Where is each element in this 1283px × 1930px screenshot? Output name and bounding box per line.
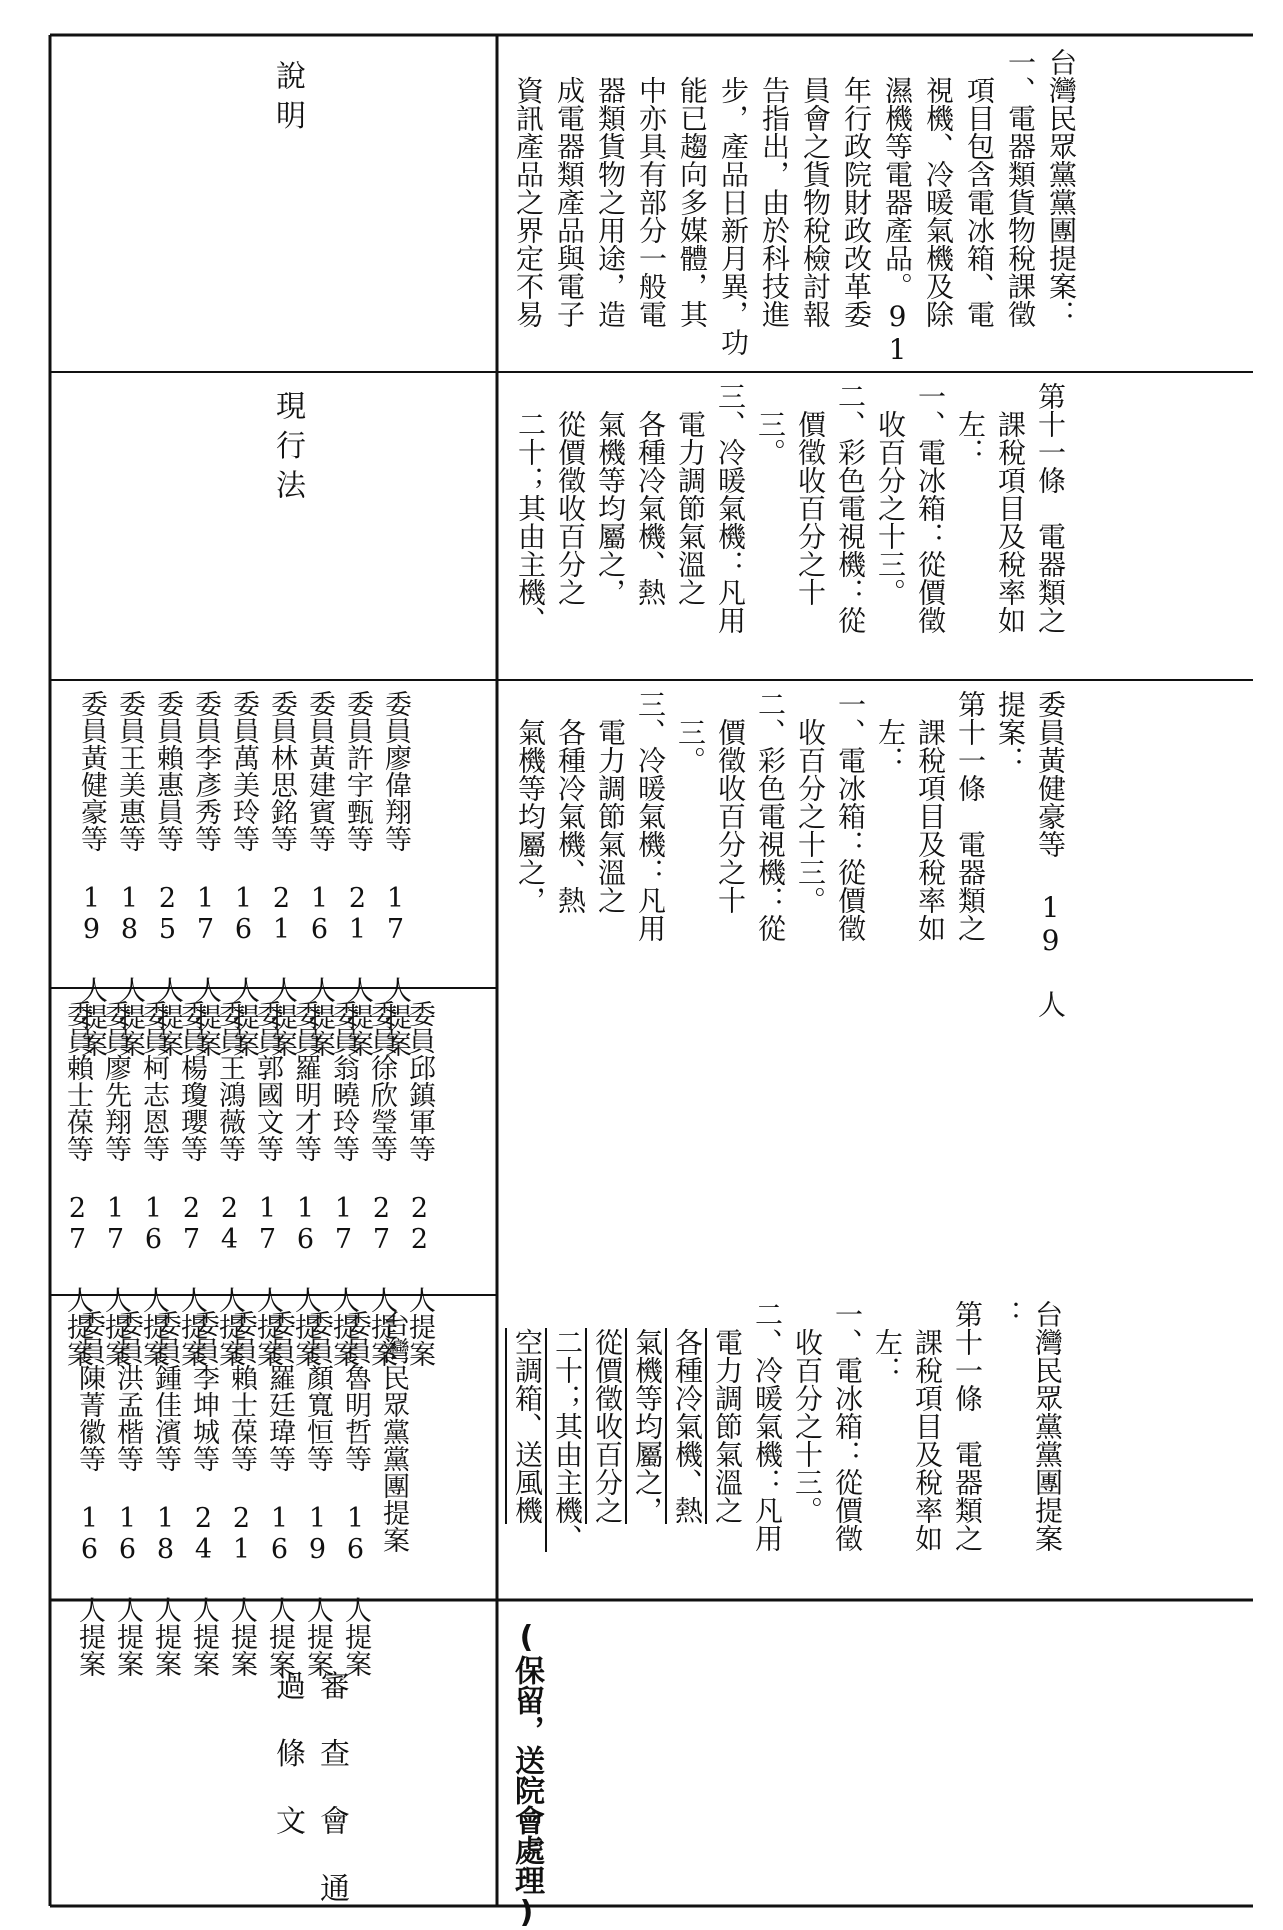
text-line: 中亦具有部分一般電 [635, 76, 668, 328]
list-item: 台灣民眾黨黨團提案 [378, 1310, 409, 1553]
text-line: 二、彩色電視機：從 [754, 690, 787, 942]
text-line: 濕機等電器產品。91 [881, 76, 914, 366]
list-item: 委員徐欣瑩等 27 人提案 [366, 1000, 397, 1367]
text-line: 器類貨物之用途，造 [594, 76, 627, 328]
text-line: 各種冷氣機、熱 [554, 718, 587, 914]
list-item: 委員李坤城等 24 人提案 [188, 1310, 219, 1677]
text-line: 一、電冰箱：從價徵 [914, 382, 947, 634]
text-line: 價徵收百分之十 [714, 718, 747, 914]
review-status: (保留，送院會處理) [509, 1620, 544, 1930]
list-item: 委員廖先翔等 17 人提案 [100, 1000, 131, 1367]
text-line: 三、冷暖氣機：凡用 [714, 382, 747, 634]
list-item: 委員賴士葆等 21 人提案 [226, 1310, 257, 1677]
list-item: 委員陳菁徽等 16 人提案 [74, 1310, 105, 1677]
list-item: 委員羅明才等 16 人提案 [290, 1000, 321, 1367]
list-item: 委員黃建賓等 16 人提案 [304, 690, 335, 1057]
text-line: 成電器類產品與電子 [553, 76, 586, 328]
list-item: 委員賴士葆等 27 人提案 [62, 1000, 93, 1367]
explanation-text [508, 48, 1082, 368]
tpp-proposal [507, 1300, 1067, 1595]
proposer-list-3 [72, 690, 414, 1057]
text-line: 從價徵收百分之 [591, 1328, 624, 1524]
text-line: 課稅項目及稅率如 [994, 410, 1027, 634]
tpp-proposal-colon: ： [991, 1300, 1024, 1328]
list-item: 委員楊瓊瓔等 27 人提案 [176, 1000, 207, 1367]
text-line: 能已趨向多媒體，其 [676, 76, 709, 328]
text-line: 一、電器類貨物稅課徵 [1004, 48, 1037, 328]
list-item: 委員羅廷瑋等 16 人提案 [264, 1310, 295, 1677]
list-item: 委員翁曉玲等 17 人提案 [328, 1000, 359, 1367]
list-item: 委員李彥秀等 17 人提案 [190, 690, 221, 1057]
text-line: 氣機等均屬之， [631, 1328, 664, 1524]
text-line: 課稅項目及稅率如 [914, 718, 947, 942]
text-line: 收百分之十三。 [794, 718, 827, 914]
text-line: 從價徵收百分之 [554, 410, 587, 606]
text-line: 各種冷氣機、熱 [634, 410, 667, 606]
text-line: 電力調節氣溫之 [711, 1328, 744, 1524]
list-item: 委員廖偉翔等 17 人提案 [380, 690, 411, 1057]
list-item: 委員王美惠等 18 人提案 [114, 690, 145, 1057]
text-line: 第十一條 電器類之 [1034, 382, 1067, 634]
header-current-law: 現 行 法 [270, 390, 305, 500]
text-line: 第十一條 電器類之 [951, 1300, 984, 1552]
list-item: 委員萬美玲等 16 人提案 [228, 690, 259, 1057]
list-item: 委員王鴻薇等 24 人提案 [214, 1000, 245, 1367]
text-line: 步，產品日新月異，功 [717, 76, 750, 356]
explanation-title: 台灣民眾黨黨團提案： [1045, 48, 1078, 328]
list-item: 委員邱鎮軍等 22 人提案 [404, 1000, 435, 1367]
text-line: 二十；其由主機、 [551, 1328, 584, 1552]
current-law-text [510, 382, 1070, 672]
text-line: 氣機等均屬之， [514, 718, 547, 914]
text-line: 年行政院財政改革委 [840, 76, 873, 328]
header-review: 審 查 會 通 過 條 文 [270, 1670, 349, 1917]
list-item: 委員林思銘等 21 人提案 [266, 690, 297, 1057]
text-line: 資訊產品之界定不易 [512, 76, 545, 328]
text-line: 左： [874, 718, 907, 774]
text-line: 項目包含電冰箱、電 [963, 76, 996, 328]
list-item: 委員洪孟楷等 16 人提案 [112, 1310, 143, 1677]
text-line: 左： [871, 1328, 904, 1384]
text-line: 二、彩色電視機：從 [834, 382, 867, 634]
list-item: 委員郭國文等 17 人提案 [252, 1000, 283, 1367]
list-item: 委員許宇甄等 21 人提案 [342, 690, 373, 1057]
text-line: 三。 [674, 718, 707, 774]
text-line: 一、電冰箱：從價徵 [834, 690, 867, 942]
text-line: 一、電冰箱：從價徵 [831, 1300, 864, 1552]
text-line: 二十；其由主機、 [514, 410, 547, 634]
huang-proposal-title: 委員黃健豪等 19 人 [1034, 690, 1067, 1018]
text-line: 視機、冷暖氣機及除 [922, 76, 955, 328]
text-line: 二、冷暖氣機：凡用 [751, 1300, 784, 1552]
text-line: 收百分之十三。 [874, 410, 907, 606]
text-line: 課稅項目及稅率如 [911, 1328, 944, 1552]
text-line: 左： [954, 410, 987, 466]
text-line: 員會之貨物稅檢討報 [799, 76, 832, 328]
text-line: 收百分之十三。 [791, 1328, 824, 1524]
text-line: 電力調節氣溫之 [594, 718, 627, 914]
text-line: 告指出，由於科技進 [758, 76, 791, 328]
text-line: 價徵收百分之十 [794, 410, 827, 606]
list-item: 委員鍾佳濱等 18 人提案 [150, 1310, 181, 1677]
text-line: 第十一條 電器類之 [954, 690, 987, 942]
text-line: 空調箱、送風機 [511, 1328, 544, 1524]
text-line: 各種冷氣機、熱 [671, 1328, 704, 1524]
text-line: 三。 [754, 410, 787, 466]
huang-proposal-title2: 提案： [994, 690, 1027, 774]
list-item: 委員賴惠員等 25 人提案 [152, 690, 183, 1057]
list-item: 委員柯志恩等 16 人提案 [138, 1000, 169, 1367]
tpp-proposal-title: 台灣民眾黨黨團提案 [1031, 1300, 1064, 1552]
list-item: 委員黃健豪等 19 人提案 [76, 690, 107, 1057]
text-line: 電力調節氣溫之 [674, 410, 707, 606]
header-explanation: 說 明 [270, 60, 305, 130]
text-line: 氣機等均屬之， [594, 410, 627, 606]
text-line: 三、冷暖氣機：凡用 [634, 690, 667, 942]
list-item: 委員魯明哲等 16 人提案 [340, 1310, 371, 1677]
huang-proposal [510, 690, 1070, 1018]
list-item: 委員顏寬恒等 19 人提案 [302, 1310, 333, 1677]
